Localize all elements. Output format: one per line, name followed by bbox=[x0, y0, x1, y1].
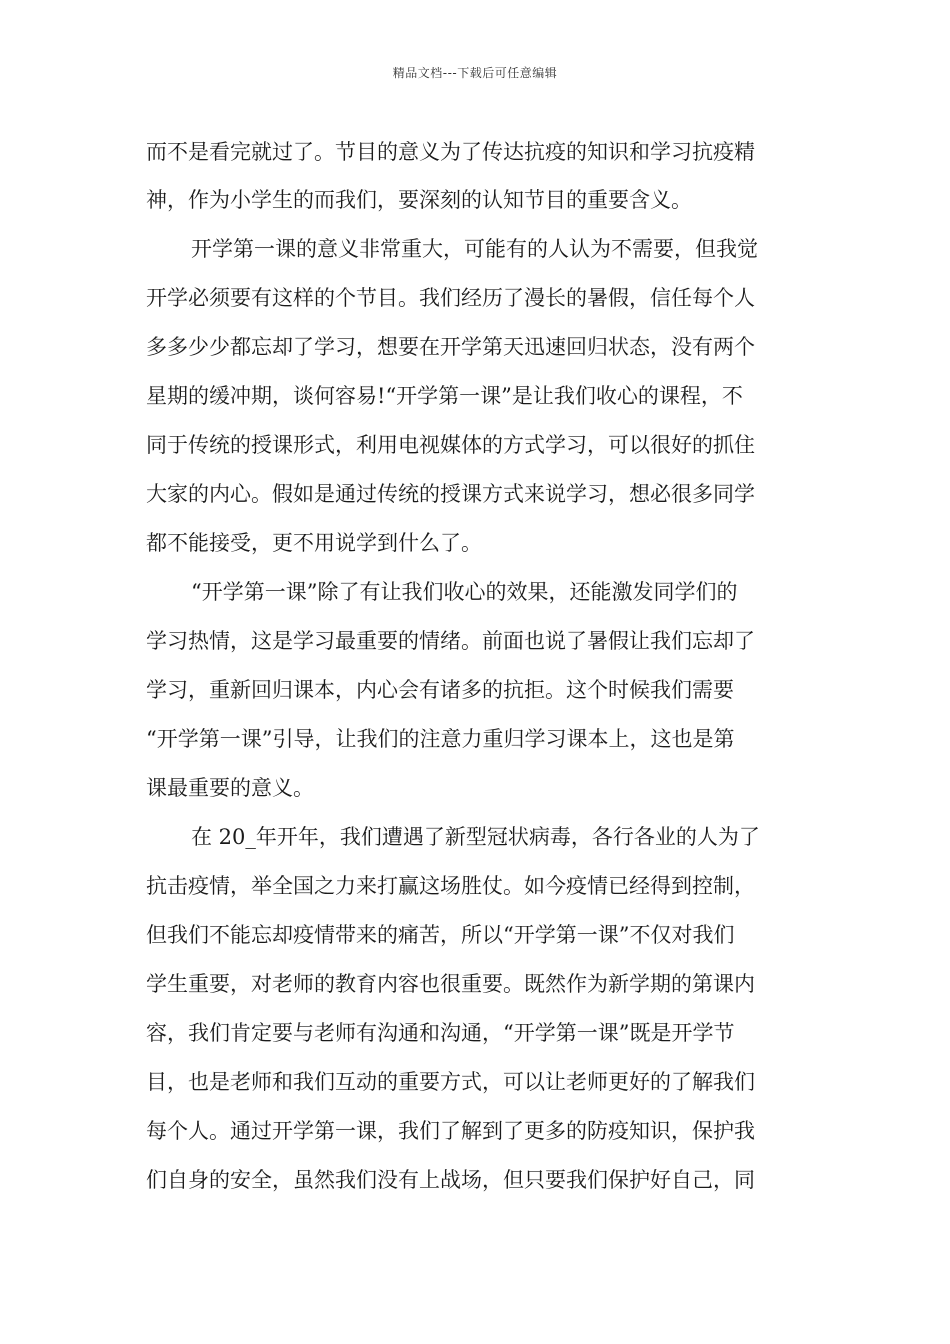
text-line: 目，也是老师和我们互动的重要方式，可以让老师更好的了解我们 bbox=[146, 1070, 755, 1094]
text-line: 学习热情，这是学习最重要的情绪。前面也说了暑假让我们忘却了 bbox=[146, 629, 755, 653]
text-line: 都不能接受，更不用说学到什么了。 bbox=[146, 531, 482, 555]
text-line: 开学必须要有这样的个节目。我们经历了漫长的暑假，信任每个人 bbox=[146, 286, 755, 310]
text-line: 每个人。通过开学第一课，我们了解到了更多的防疫知识，保护我 bbox=[146, 1119, 755, 1143]
text-line: 多多少少都忘却了学习，想要在开学第天迅速回归状态，没有两个 bbox=[146, 335, 755, 359]
text-line: 容，我们肯定要与老师有沟通和沟通，“开学第一课”既是开学节 bbox=[146, 1021, 735, 1045]
text-line: 课最重要的意义。 bbox=[146, 776, 314, 800]
text-line: 而不是看完就过了。节目的意义为了传达抗疫的知识和学习抗疫精 bbox=[146, 140, 755, 164]
text-line: 在 20_年开年，我们遭遇了新型冠状病毒，各行各业的人为了 bbox=[191, 825, 760, 849]
text-line: 同于传统的授课形式，利用电视媒体的方式学习，可以很好的抓住 bbox=[146, 433, 755, 457]
text-line: 们自身的安全，虽然我们没有上战场，但只要我们保护好自己，同 bbox=[146, 1168, 755, 1192]
text-line: 大家的内心。假如是通过传统的授课方式来说学习，想必很多同学 bbox=[146, 482, 755, 506]
page-header: 精品文档---下载后可任意编辑 bbox=[392, 66, 558, 80]
text-line: 抗击疫情，举全国之力来打赢这场胜仗。如今疫情已经得到控制， bbox=[146, 874, 755, 898]
text-line: 星期的缓冲期，谈何容易!“开学第一课”是让我们收心的课程，不 bbox=[146, 384, 743, 408]
text-line: 开学第一课的意义非常重大，可能有的人认为不需要，但我觉 bbox=[191, 237, 758, 261]
text-line: 学生重要，对老师的教育内容也很重要。既然作为新学期的第课内 bbox=[146, 972, 755, 996]
text-line: 学习，重新回归课本，内心会有诸多的抗拒。这个时候我们需要 bbox=[146, 678, 734, 702]
text-line: “开学第一课”引导，让我们的注意力重归学习课本上，这也是第 bbox=[146, 727, 735, 751]
text-line: 但我们不能忘却疫情带来的痛苦，所以“开学第一课”不仅对我们 bbox=[146, 923, 735, 947]
text-line: 神，作为小学生的而我们，要深刻的认知节目的重要含义。 bbox=[146, 188, 692, 212]
text-line: “开学第一课”除了有让我们收心的效果，还能激发同学们的 bbox=[191, 580, 738, 604]
